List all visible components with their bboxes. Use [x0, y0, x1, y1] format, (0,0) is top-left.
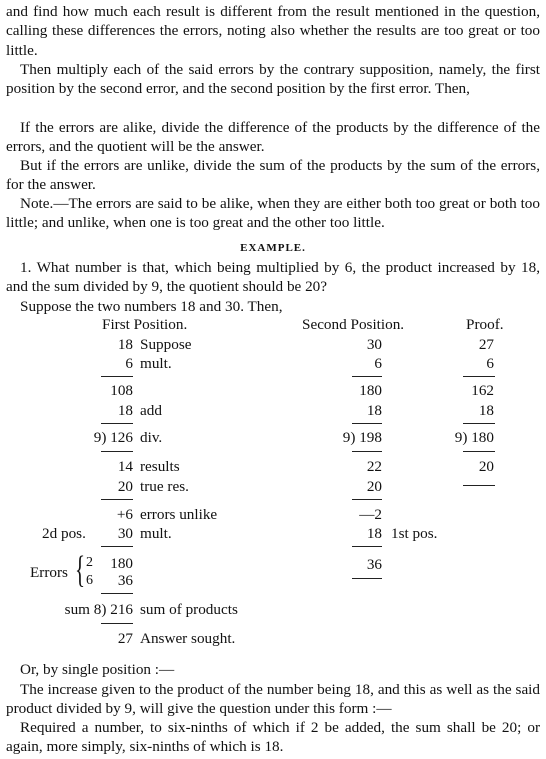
label-2d-pos: 2d pos.: [42, 525, 86, 542]
rule: [463, 451, 495, 452]
second-n7: 20: [366, 478, 382, 495]
first-n12: sum 8) 216: [64, 601, 133, 618]
paragraph-unlike: But if the errors are unlike, divide the sum of the products by the sum of the errors, for the answer.: [6, 157, 540, 194]
problem-statement: 1. What number is that, which being multiplied by 6, the product increased by 18, and the sum divided by 9, the quotient should be 20?: [6, 259, 540, 296]
suppose-line: Suppose the two numbers 18 and 30. Then,: [20, 298, 283, 315]
rule: [352, 499, 382, 500]
second-n10: 36: [366, 556, 382, 573]
first-n3: 108: [110, 382, 133, 399]
rule: [352, 578, 382, 579]
rule: [352, 423, 382, 424]
error-top: 2: [86, 555, 93, 570]
rule: [101, 376, 133, 377]
label-answer-sought: Answer sought.: [140, 630, 236, 647]
label-sum-of-products: sum of products: [140, 601, 238, 618]
paragraph-alike: If the errors are alike, divide the difference of the products by the difference of the errors, and the quotient will be the answer.: [6, 119, 540, 156]
first-n6: 14: [117, 458, 133, 475]
paragraph-increase: The increase given to the product of the number being 18, and this as well as the said product divided by 9, will give the question under this form :—: [6, 681, 540, 718]
label-mult: mult.: [140, 355, 172, 372]
first-n10: 180: [110, 555, 133, 572]
label-errors: Errors: [30, 564, 68, 581]
first-n8: +6: [116, 506, 133, 523]
second-n5: 9) 198: [342, 429, 382, 446]
rule: [463, 423, 495, 424]
rule: [463, 376, 495, 377]
brace-icon: {: [75, 549, 86, 591]
paragraph-single-position: Or, by single position :—: [20, 661, 175, 678]
rule: [352, 546, 382, 547]
rule: [101, 623, 133, 624]
second-n2: 6: [374, 355, 382, 372]
proof-n5: 9) 180: [454, 429, 494, 446]
second-n3: 180: [359, 382, 382, 399]
rule: [101, 546, 133, 547]
rule: [352, 451, 382, 452]
label-results: results: [140, 458, 180, 475]
second-n1: 30: [366, 336, 382, 353]
label-true-res: true res.: [140, 478, 189, 495]
paragraph-note: Note.—The errors are said to be alike, when they are either both too great or both too little; and unlike, when one is too great and the other too little.: [6, 195, 540, 232]
first-n5: 9) 126: [93, 429, 133, 446]
label-add: add: [140, 402, 162, 419]
error-bottom: 6: [86, 573, 93, 588]
rule: [101, 451, 133, 452]
rule: [352, 376, 382, 377]
rule: [463, 485, 495, 486]
rule: [101, 499, 133, 500]
rule: [101, 593, 133, 594]
label-div: div.: [140, 429, 163, 446]
first-n11: 36: [117, 572, 133, 589]
rule: [101, 423, 133, 424]
label-1st-pos: 1st pos.: [391, 525, 438, 542]
proof-n2: 6: [486, 355, 494, 372]
first-n9: 30: [117, 525, 133, 542]
header-proof: Proof.: [466, 316, 504, 333]
example-heading: EXAMPLE.: [240, 242, 306, 254]
second-n6: 22: [366, 458, 382, 475]
second-n8: —2: [359, 506, 382, 523]
first-n7: 20: [117, 478, 133, 495]
proof-n3: 162: [471, 382, 494, 399]
first-n1: 18: [117, 336, 133, 353]
second-n4: 18: [366, 402, 382, 419]
label-suppose: Suppose: [140, 336, 192, 353]
paragraph-required: Required a number, to six-ninths of which if 2 be added, the sum shall be 20; or again, more simply, six-ninths of which is 18.: [6, 719, 540, 756]
proof-n6: 20: [478, 458, 494, 475]
paragraph-errors: and find how much each result is different from the result mentioned in the question, calling these differences the errors, noting also whether the results are too great or too little.: [6, 3, 540, 59]
first-n4: 18: [117, 402, 133, 419]
label-mult-2: mult.: [140, 525, 172, 542]
first-n13: 27: [117, 630, 133, 647]
paragraph-multiply: Then multiply each of the said errors by the contrary supposition, namely, the first position by the second error, and the second position by the first error. Then,: [6, 61, 540, 98]
label-errors-unlike: errors unlike: [140, 506, 218, 523]
proof-n4: 18: [478, 402, 494, 419]
header-first-position: First Position.: [102, 316, 188, 333]
proof-n1: 27: [478, 336, 494, 353]
second-n9: 18: [366, 525, 382, 542]
first-n2: 6: [125, 355, 133, 372]
header-second-position: Second Position.: [302, 316, 405, 333]
